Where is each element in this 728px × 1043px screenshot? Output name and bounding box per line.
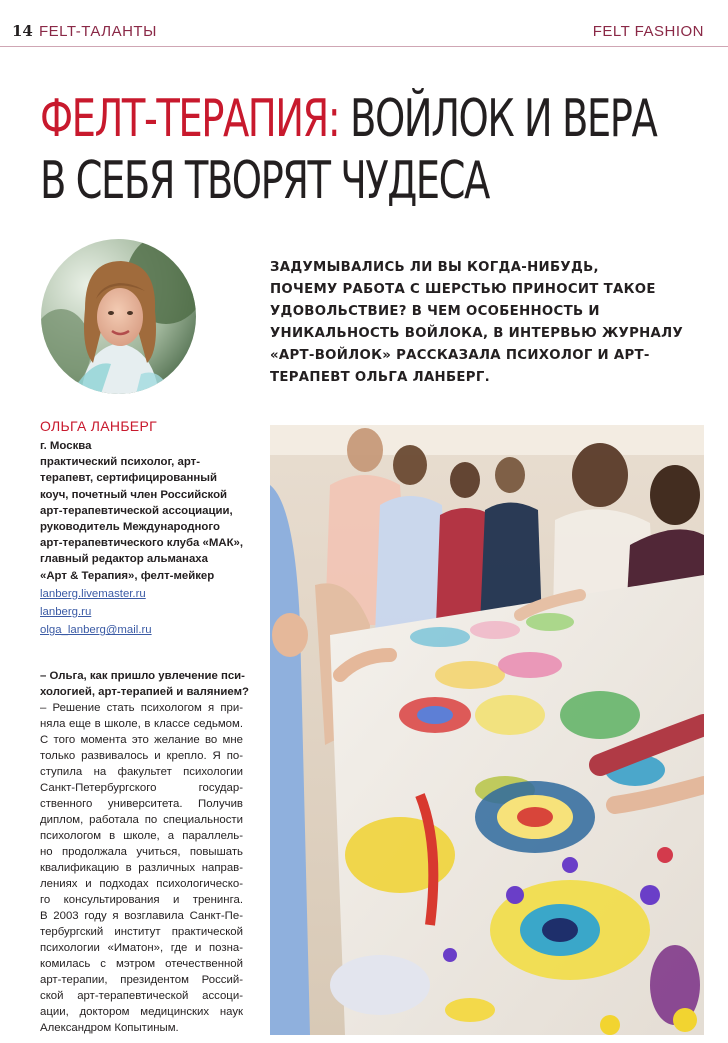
answer-line: диплом, работала по специальности bbox=[40, 814, 243, 826]
bio-line: терапевт, сертифицированный bbox=[40, 472, 217, 485]
interview-question-line: – Ольга, как пришло увлечение пси- bbox=[40, 670, 245, 682]
answer-line: психологом в школе, а параллель- bbox=[40, 830, 243, 842]
workshop-photo-image bbox=[270, 425, 704, 1035]
bio-line: «Арт & Терапия», фелт-мейкер bbox=[40, 569, 215, 582]
author-name: ОЛЬГА ЛАНБЕРГ bbox=[40, 418, 157, 434]
header-divider bbox=[0, 46, 728, 47]
answer-line: – Решение стать психологом я при- bbox=[40, 702, 243, 714]
bio-line: коуч, почетный член Российской bbox=[40, 488, 228, 501]
interview-question-line: хологией, арт-терапией и валянием? bbox=[40, 686, 249, 698]
lead-line: ЗАДУМЫВАЛИСЬ ЛИ ВЫ КОГДА-НИБУДЬ, bbox=[270, 260, 599, 275]
page-number: 14 bbox=[12, 22, 33, 40]
section-title-left: FELT-ТАЛАНТЫ bbox=[39, 23, 157, 40]
headline-rest: ВОЙЛОК И ВЕРА bbox=[339, 89, 657, 149]
lead-line: УДОВОЛЬСТВИЕ? В ЧЕМ ОСОБЕННОСТЬ И bbox=[270, 304, 600, 319]
bio-line: арт-терапевтического клуба «МАК», bbox=[40, 537, 244, 550]
answer-line: лениях и подходах психологическо- bbox=[40, 878, 243, 890]
running-head bbox=[0, 22, 728, 42]
answer-line: С того момента это желание во мне bbox=[40, 734, 243, 746]
portrait-image bbox=[41, 239, 196, 394]
link-email[interactable]: olga_lanberg@mail.ru bbox=[40, 624, 152, 637]
lead-line: ТЕРАПЕВТ ОЛЬГА ЛАНБЕРГ. bbox=[270, 370, 490, 385]
answer-line: но продолжала учиться, повышать bbox=[40, 846, 243, 858]
author-portrait bbox=[41, 239, 196, 394]
answer-line: го консультирования и тренинга. bbox=[40, 894, 243, 906]
answer-line: арт-терапии, президентом Россий- bbox=[40, 974, 243, 986]
headline-line-1 bbox=[40, 88, 657, 150]
bio-line: практический психолог, арт- bbox=[40, 456, 201, 469]
headline-line-2: В СЕБЯ ТВОРЯТ ЧУДЕСА bbox=[40, 151, 489, 211]
answer-line: ации, доктором медицинских наук bbox=[40, 1006, 243, 1018]
article-body bbox=[40, 668, 249, 1036]
lead-line: ПОЧЕМУ РАБОТА С ШЕРСТЬЮ ПРИНОСИТ ТАКОЕ bbox=[270, 282, 656, 297]
link-website[interactable]: lanberg.ru bbox=[40, 606, 92, 619]
article-lead bbox=[270, 257, 690, 389]
link-livemaster[interactable]: lanberg.livemaster.ru bbox=[40, 587, 146, 600]
answer-line: тербургский институт практической bbox=[40, 926, 243, 938]
bio-line: арт-терапевтической ассоциации, bbox=[40, 504, 233, 517]
bio-line: руководитель Международного bbox=[40, 521, 220, 534]
headline-accent: ФЕЛТ-ТЕРАПИЯ: bbox=[40, 89, 340, 149]
author-bio bbox=[40, 438, 255, 638]
lead-line: «АРТ-ВОЙЛОК» РАССКАЗАЛА ПСИХОЛОГ И АРТ- bbox=[270, 348, 650, 363]
answer-line: ской арт-терапевтической ассоци- bbox=[40, 990, 243, 1002]
answer-line: Санкт-Петербургского государ- bbox=[40, 782, 243, 794]
answer-line: В 2003 году я возглавила Санкт-Пе- bbox=[40, 910, 243, 922]
answer-line: няла еще в школе, в классе седьмом. bbox=[40, 718, 243, 730]
answer-line: ственного университета. Получив bbox=[40, 798, 243, 810]
answer-line: психологии «Иматон», где и позна- bbox=[40, 942, 243, 954]
article-headline bbox=[40, 88, 657, 212]
section-title-right: FELT FASHION bbox=[592, 23, 704, 40]
answer-line: только развивалось и крепло. Я по- bbox=[40, 750, 243, 762]
answer-line: Александром Копытиным. bbox=[40, 1022, 179, 1034]
lead-line: УНИКАЛЬНОСТЬ ВОЙЛОКА, В ИНТЕРВЬЮ ЖУРНАЛУ bbox=[270, 326, 684, 341]
bio-line: г. Москва bbox=[40, 440, 92, 452]
answer-line: комилась с мэтром отечественной bbox=[40, 958, 243, 970]
answer-line: квалификацию в различных направ- bbox=[40, 862, 243, 874]
answer-line: ступила на факультет психологии bbox=[40, 766, 243, 778]
workshop-photo bbox=[270, 425, 704, 1035]
bio-line: главный редактор альманаха bbox=[40, 553, 208, 566]
